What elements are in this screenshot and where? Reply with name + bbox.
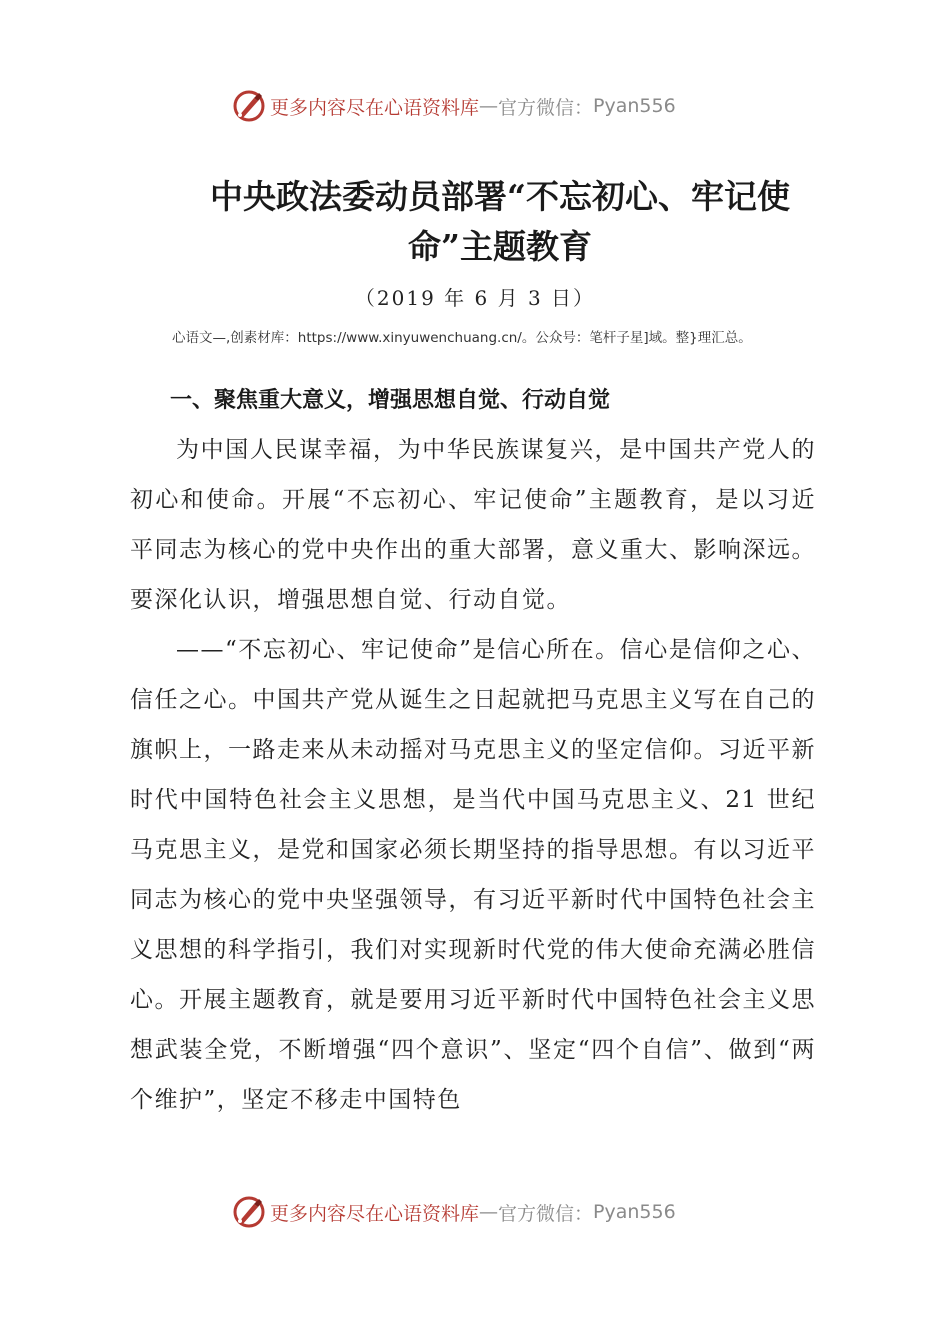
paragraph: ——“不忘初心、牢记使命”是信心所在。信心是信仰之心、信任之心。中国共产党从诞生之日起就把马克思主义写在自己的旗帜上，一路走来从未动摇对马克思主义的坚定信仰。习近平新时代中国特色社会主义思想，是当代中国马克思主义、21 世纪马克思主义，是党和国家必须长期坚持的指导思想。有以习近平同志为核心的党中央坚强领导，有习近平新时代中国特色社会主义思想的科学指引，我们对实现新时代党的伟大使命充满必胜信心。开展主题教育，就是要用习近平新时代中国特色社会主义思想武装全党，不断增强“四个意识”、坚定“四个自信”、做到“两个维护”，坚定不移走中国特色 xyxy=(130,637,816,1113)
banner-separator: — xyxy=(479,95,499,117)
document-title: 中央政法委动员部署“不忘初心、牢记使命”主题教育 xyxy=(210,177,790,266)
banner-main-text: 更多内容尽在心语资料库 xyxy=(270,1202,480,1225)
source-note: 心语文—,创素材库：https://www.xinyuwenchuang.cn/。公众号：笔杆子星]域。整}理汇总。 xyxy=(172,330,752,346)
header-banner xyxy=(0,86,950,126)
banner-wechat-id: Pyan556 xyxy=(593,95,676,117)
banner-wechat-label: 官方微信： xyxy=(498,1202,594,1225)
banner-wechat-label: 官方微信： xyxy=(498,96,594,119)
banner-wechat-id: Pyan556 xyxy=(593,1201,676,1223)
footer-banner xyxy=(0,1192,950,1232)
paragraph: 为中国人民谋幸福，为中华民族谋复兴，是中国共产党人的初心和使命。开展“不忘初心、牢记使命”主题教育，是以习近平同志为核心的党中央作出的重大部署，意义重大、影响深远。要深化认识，增强思想自觉、行动自觉。 xyxy=(130,437,816,613)
pen-logo-icon xyxy=(232,1195,266,1229)
pen-logo-icon xyxy=(232,89,266,123)
banner-main-text: 更多内容尽在心语资料库 xyxy=(270,96,480,119)
banner-separator: — xyxy=(479,1201,499,1223)
section-heading: 一、聚焦重大意义，增强思想自觉、行动自觉 xyxy=(170,388,611,413)
document-date: （2019 年 6 月 3 日） xyxy=(354,286,596,310)
body-text xyxy=(130,425,816,1125)
